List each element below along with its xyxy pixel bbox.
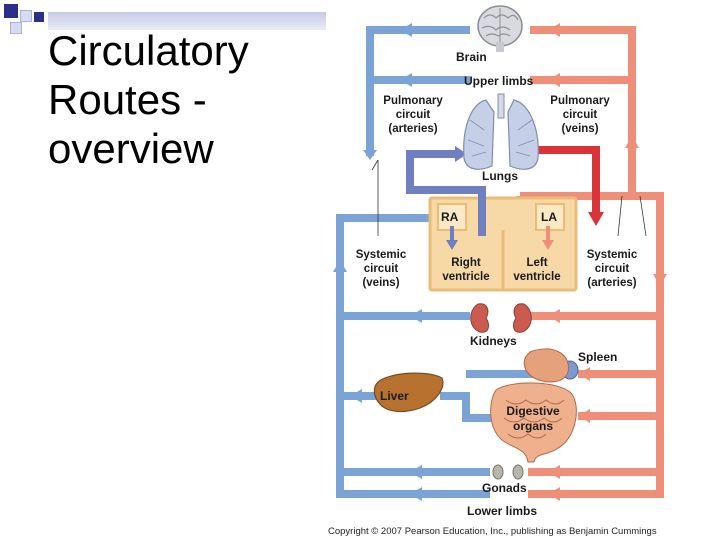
arrow-down-icon xyxy=(363,150,377,160)
label-kidneys: Kidneys xyxy=(470,334,517,348)
arrow-left-icon xyxy=(548,309,560,323)
arrow-left-icon xyxy=(400,73,412,87)
copyright-notice: Copyright © 2007 Pearson Education, Inc., publishing as Benjamin Cummings xyxy=(328,526,657,537)
arrow-left-icon xyxy=(578,367,590,381)
arrow-left-icon xyxy=(548,73,560,87)
label-upper-limbs: Upper limbs xyxy=(464,74,534,88)
slide-title-line: overview xyxy=(48,125,214,172)
label-pulmonary-arteries-2: circuit xyxy=(395,109,431,121)
label-pulmonary-veins-3: (veins) xyxy=(561,123,599,135)
label-digestive-1: Digestive xyxy=(506,404,560,418)
arrow-left-icon xyxy=(410,309,422,323)
label-ra: RA xyxy=(441,210,459,224)
label-systemic-arteries-2: circuit xyxy=(594,263,630,275)
arrow-up-icon xyxy=(625,136,639,148)
arrow-left-icon xyxy=(410,487,422,501)
label-left-ventricle-1: Left xyxy=(526,257,548,269)
kidneys-icon xyxy=(471,304,532,333)
arrow-down-icon xyxy=(653,274,667,286)
label-systemic-arteries-1: Systemic xyxy=(586,249,638,261)
arrow-up-icon xyxy=(333,260,347,272)
pulmonary-vein-arrowhead xyxy=(588,212,604,226)
arrow-left-icon xyxy=(350,389,362,403)
lungs-icon xyxy=(464,94,539,169)
label-systemic-veins-2: circuit xyxy=(363,263,399,275)
slide-title-line: Circulatory xyxy=(48,27,249,74)
label-brain: Brain xyxy=(456,50,487,64)
label-liver: Liver xyxy=(380,389,409,403)
label-pulmonary-veins-1: Pulmonary xyxy=(550,95,610,107)
slide-title-line: Routes - xyxy=(48,76,207,123)
brain-icon xyxy=(478,6,522,52)
label-pulmonary-arteries-3: (arteries) xyxy=(388,123,438,135)
label-systemic-arteries-3: (arteries) xyxy=(587,277,637,289)
label-spleen: Spleen xyxy=(578,350,618,364)
label-systemic-veins-3: (veins) xyxy=(362,277,400,289)
arrow-left-icon xyxy=(400,23,412,37)
arrow-left-icon xyxy=(578,409,590,423)
gonads-icon xyxy=(493,465,523,479)
label-left-ventricle-2: ventricle xyxy=(513,271,561,283)
label-lower-limbs: Lower limbs xyxy=(467,504,538,518)
label-right-ventricle-2: ventricle xyxy=(442,271,490,283)
label-systemic-veins-1: Systemic xyxy=(355,249,407,261)
label-la: LA xyxy=(541,210,557,224)
arrow-left-icon xyxy=(410,465,422,479)
arrow-left-icon xyxy=(548,465,560,479)
label-right-ventricle-1: Right xyxy=(451,257,481,269)
label-digestive-2: organs xyxy=(512,419,554,433)
arrow-left-icon xyxy=(548,23,560,37)
label-pulmonary-veins-2: circuit xyxy=(562,109,598,121)
label-pulmonary-arteries-1: Pulmonary xyxy=(383,95,443,107)
arrow-left-icon xyxy=(548,487,560,501)
label-gonads: Gonads xyxy=(482,481,527,495)
label-lungs: Lungs xyxy=(482,169,518,183)
